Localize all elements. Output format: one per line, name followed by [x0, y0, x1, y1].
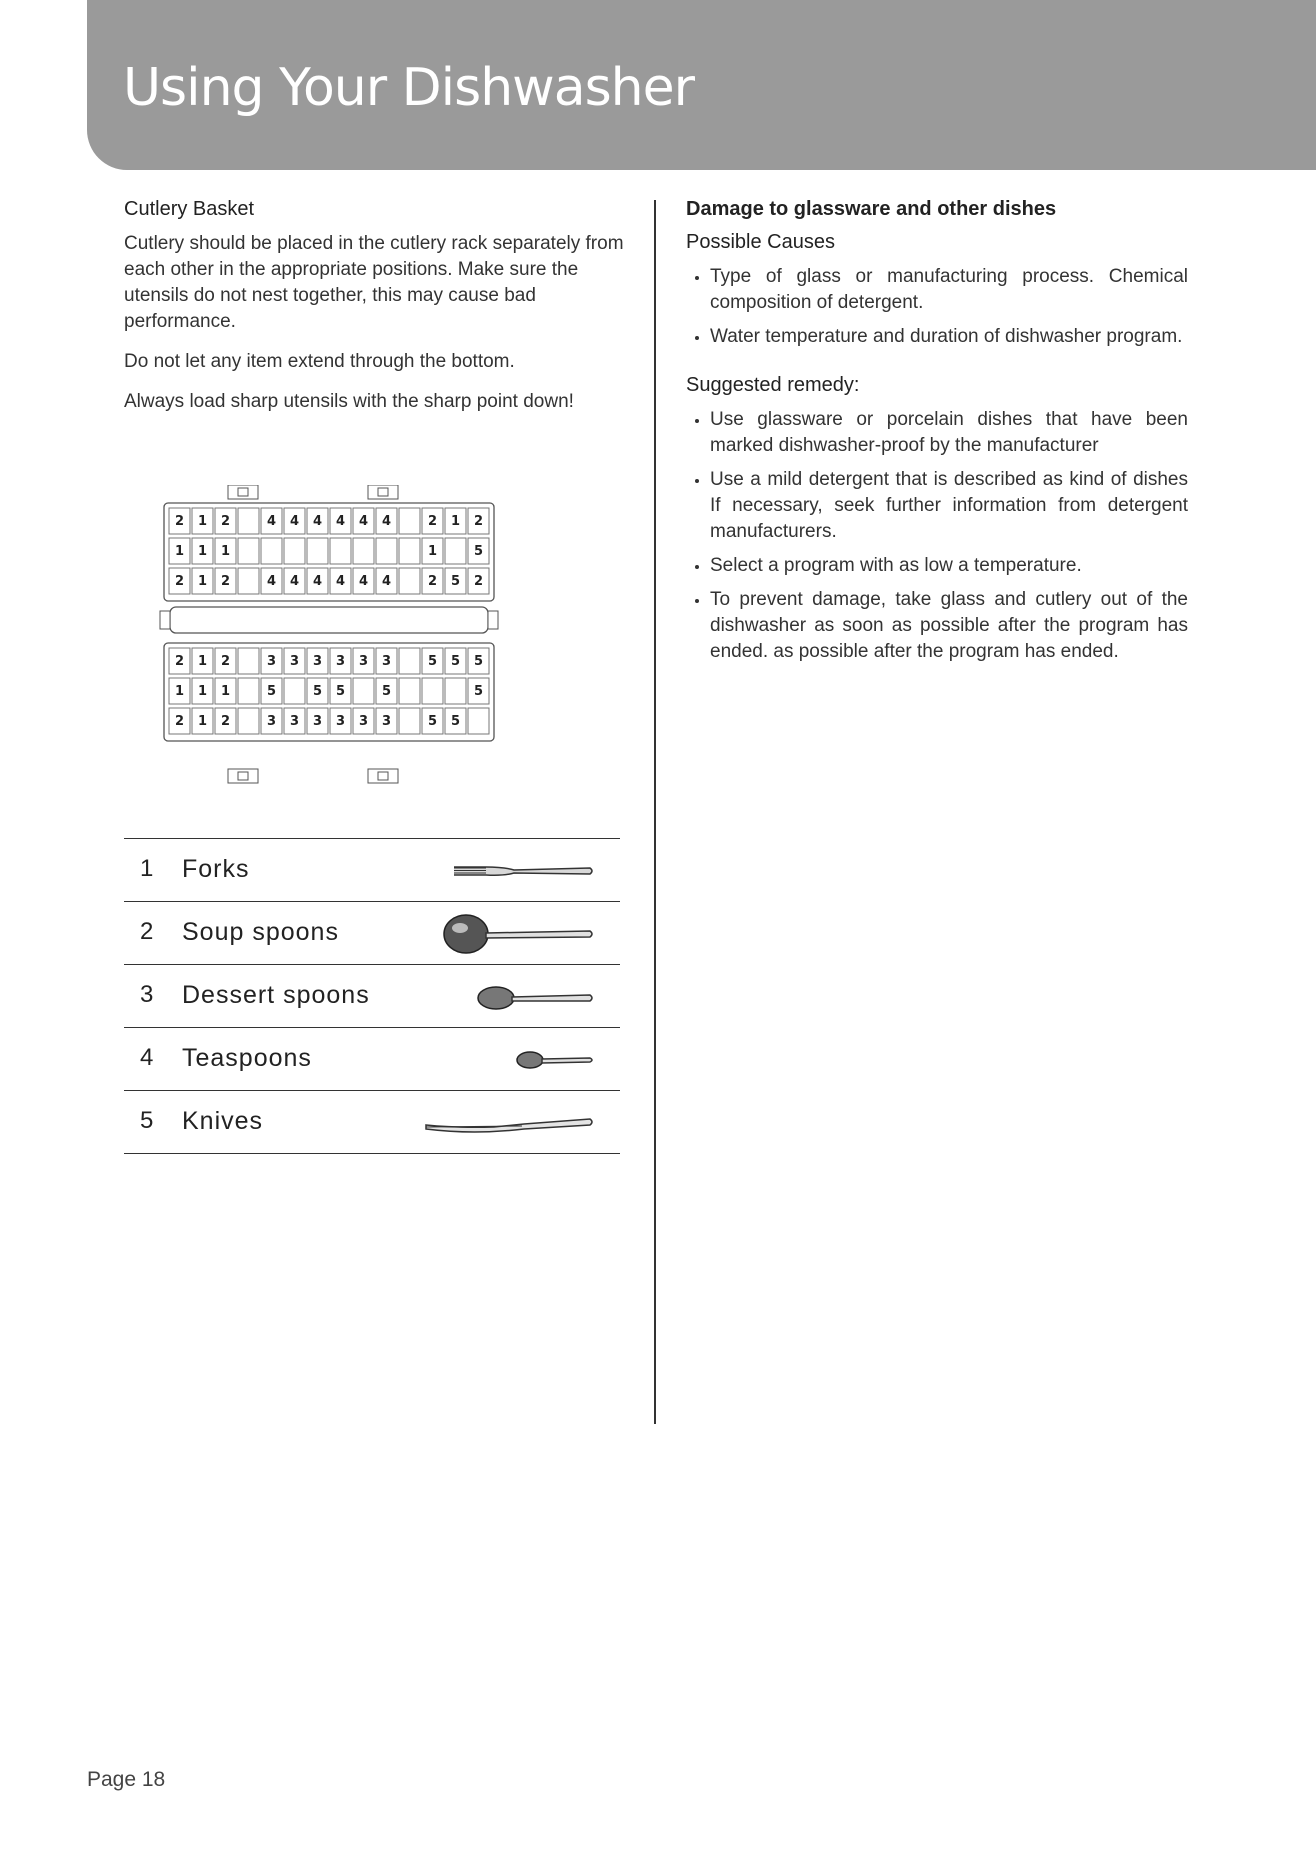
basket-handle [368, 769, 398, 783]
basket-slot-number: 1 [450, 514, 461, 529]
legend-row [124, 839, 620, 902]
legend-number: 3 [140, 981, 154, 1008]
basket-slot [399, 678, 420, 704]
list-item: • Select a program with as low a temperature. [710, 553, 1188, 579]
basket-slot [284, 678, 305, 704]
basket-slot-number: 2 [220, 654, 231, 669]
basket-slot [238, 538, 259, 564]
basket-slot-number: 4 [312, 514, 323, 529]
legend-row [124, 902, 620, 965]
basket-slot [284, 538, 305, 564]
basket-slot [238, 678, 259, 704]
causes-list [686, 264, 1188, 350]
fork-icon [414, 851, 594, 891]
basket-slot-number: 4 [312, 574, 323, 589]
remedies-list [686, 407, 1188, 665]
legend-row [124, 1028, 620, 1091]
basket-slot-number: 3 [312, 714, 323, 729]
basket-handle [228, 485, 258, 499]
basket-slot [238, 708, 259, 734]
basket-slot [445, 678, 466, 704]
paragraph: Always load sharp utensils with the sharp point down! [124, 391, 574, 412]
cutlery-basket-subtitle: Cutlery Basket [124, 198, 255, 220]
page-title: Using Your Dishwasher [123, 58, 694, 118]
dessert-spoon-icon [414, 977, 594, 1017]
basket-slot-number: 2 [174, 514, 185, 529]
basket-slot-number: 5 [335, 684, 346, 699]
basket-slot-number: 3 [289, 654, 300, 669]
basket-slot-number: 4 [266, 514, 277, 529]
basket-slot-number: 1 [197, 714, 208, 729]
basket-slot [399, 568, 420, 594]
basket-slot-number: 5 [427, 714, 438, 729]
basket-slot-number: 5 [266, 684, 277, 699]
basket-slot-number: 1 [427, 544, 438, 559]
basket-slot-number: 1 [197, 684, 208, 699]
legend-label: Teaspoons [182, 1044, 312, 1072]
basket-slot-number: 5 [450, 654, 461, 669]
basket-slot [353, 538, 374, 564]
left-column [124, 198, 624, 429]
legend-number: 4 [140, 1044, 154, 1071]
basket-slot-number: 5 [450, 574, 461, 589]
basket-slot-number: 4 [358, 574, 369, 589]
legend-label: Knives [182, 1107, 264, 1135]
list-item: • To prevent damage, take glass and cutlery out of the dishwasher as soon as possible after the program has ended. as possible after the program has ended. [710, 587, 1188, 665]
basket-slot-number: 3 [358, 654, 369, 669]
list-item: • Type of glass or manufacturing process. Chemical composition of detergent. [710, 264, 1188, 316]
basket-slot-number: 3 [358, 714, 369, 729]
basket-slot-number: 5 [473, 544, 484, 559]
basket-slot-number: 3 [381, 714, 392, 729]
basket-slot [468, 708, 489, 734]
basket-slot-number: 5 [473, 654, 484, 669]
legend-number: 1 [140, 855, 154, 882]
basket-slot [376, 538, 397, 564]
list-item: • Use glassware or porcelain dishes that have been marked dishwasher-proof by the manufacturer [710, 407, 1188, 459]
basket-slot [238, 648, 259, 674]
basket-slot-number: 3 [312, 654, 323, 669]
page-header [87, 0, 1316, 170]
basket-slot-number: 4 [335, 514, 346, 529]
basket-slot-number: 4 [358, 514, 369, 529]
basket-slot-number: 3 [266, 654, 277, 669]
basket-slot-number: 4 [335, 574, 346, 589]
basket-slot-number: 1 [197, 574, 208, 589]
legend-label: Forks [182, 855, 250, 883]
teaspoon-icon [414, 1040, 594, 1080]
basket-slot-number: 2 [427, 514, 438, 529]
cutlery-legend [124, 838, 620, 1154]
basket-slot-number: 5 [450, 714, 461, 729]
basket-slot-number: 3 [266, 714, 277, 729]
basket-slot-number: 2 [220, 514, 231, 529]
column-divider [654, 200, 656, 1424]
legend-number: 5 [140, 1107, 154, 1134]
basket-slot-number: 5 [427, 654, 438, 669]
list-item: • Use a mild detergent that is described as kind of dishes If necessary, seek further information from detergent manufacturers. [710, 467, 1188, 545]
basket-center-handle-end [160, 611, 170, 629]
basket-slot [330, 538, 351, 564]
damage-heading: Damage to glassware and other dishes [686, 198, 1057, 220]
basket-slot-number: 4 [289, 514, 300, 529]
paragraph: Do not let any item extend through the bottom. [124, 351, 515, 372]
soup-spoon-icon [414, 914, 594, 954]
basket-slot-number: 5 [473, 684, 484, 699]
basket-center-handle-end [488, 611, 498, 629]
basket-handle [228, 769, 258, 783]
basket-slot-number: 1 [197, 544, 208, 559]
page-number: Page 18 [87, 1768, 166, 1791]
basket-slot-number: 3 [335, 654, 346, 669]
legend-row [124, 965, 620, 1028]
basket-slot [307, 538, 328, 564]
basket-slot-number: 1 [220, 684, 231, 699]
basket-slot-number: 2 [427, 574, 438, 589]
basket-slot-number: 4 [381, 574, 392, 589]
basket-slot-number: 2 [220, 714, 231, 729]
basket-slot [422, 678, 443, 704]
basket-slot-number: 5 [381, 684, 392, 699]
basket-slot [445, 538, 466, 564]
basket-slot-number: 2 [473, 514, 484, 529]
basket-slot-number: 1 [197, 514, 208, 529]
basket-slot-number: 3 [335, 714, 346, 729]
legend-number: 2 [140, 918, 154, 945]
basket-handle [368, 485, 398, 499]
basket-slot [399, 508, 420, 534]
basket-slot-number: 1 [174, 684, 185, 699]
basket-slot-number: 2 [174, 574, 185, 589]
basket-center-handle [170, 607, 488, 633]
basket-slot [399, 538, 420, 564]
basket-slot-number: 1 [220, 544, 231, 559]
causes-title: Possible Causes [686, 231, 835, 253]
right-column [686, 198, 1188, 689]
list-item: • Water temperature and duration of dishwasher program. [710, 324, 1188, 350]
basket-slot [261, 538, 282, 564]
basket-slot [238, 568, 259, 594]
knife-icon [414, 1103, 594, 1143]
basket-slot-number: 1 [197, 654, 208, 669]
basket-slot-number: 3 [381, 654, 392, 669]
basket-slot-number: 2 [174, 654, 185, 669]
basket-slot-number: 4 [289, 574, 300, 589]
legend-label: Soup spoons [182, 918, 339, 946]
legend-row [124, 1091, 620, 1154]
cutlery-basket-diagram [158, 485, 588, 789]
basket-slot-number: 4 [266, 574, 277, 589]
basket-slot-number: 2 [473, 574, 484, 589]
legend-label: Dessert spoons [182, 981, 370, 1009]
basket-slot-number: 1 [174, 544, 185, 559]
paragraph: Cutlery should be placed in the cutlery rack separately from each other in the appropriate positions. Make sure the utensils do not nest together, this may cause bad performance. [124, 233, 624, 332]
basket-slot [353, 678, 374, 704]
basket-slot-number: 4 [381, 514, 392, 529]
basket-slot-number: 5 [312, 684, 323, 699]
basket-slot-number: 2 [174, 714, 185, 729]
basket-slot [399, 708, 420, 734]
basket-slot [399, 648, 420, 674]
basket-slot [238, 508, 259, 534]
basket-slot-number: 3 [289, 714, 300, 729]
basket-slot-number: 2 [220, 574, 231, 589]
remedy-title: Suggested remedy: [686, 374, 860, 396]
